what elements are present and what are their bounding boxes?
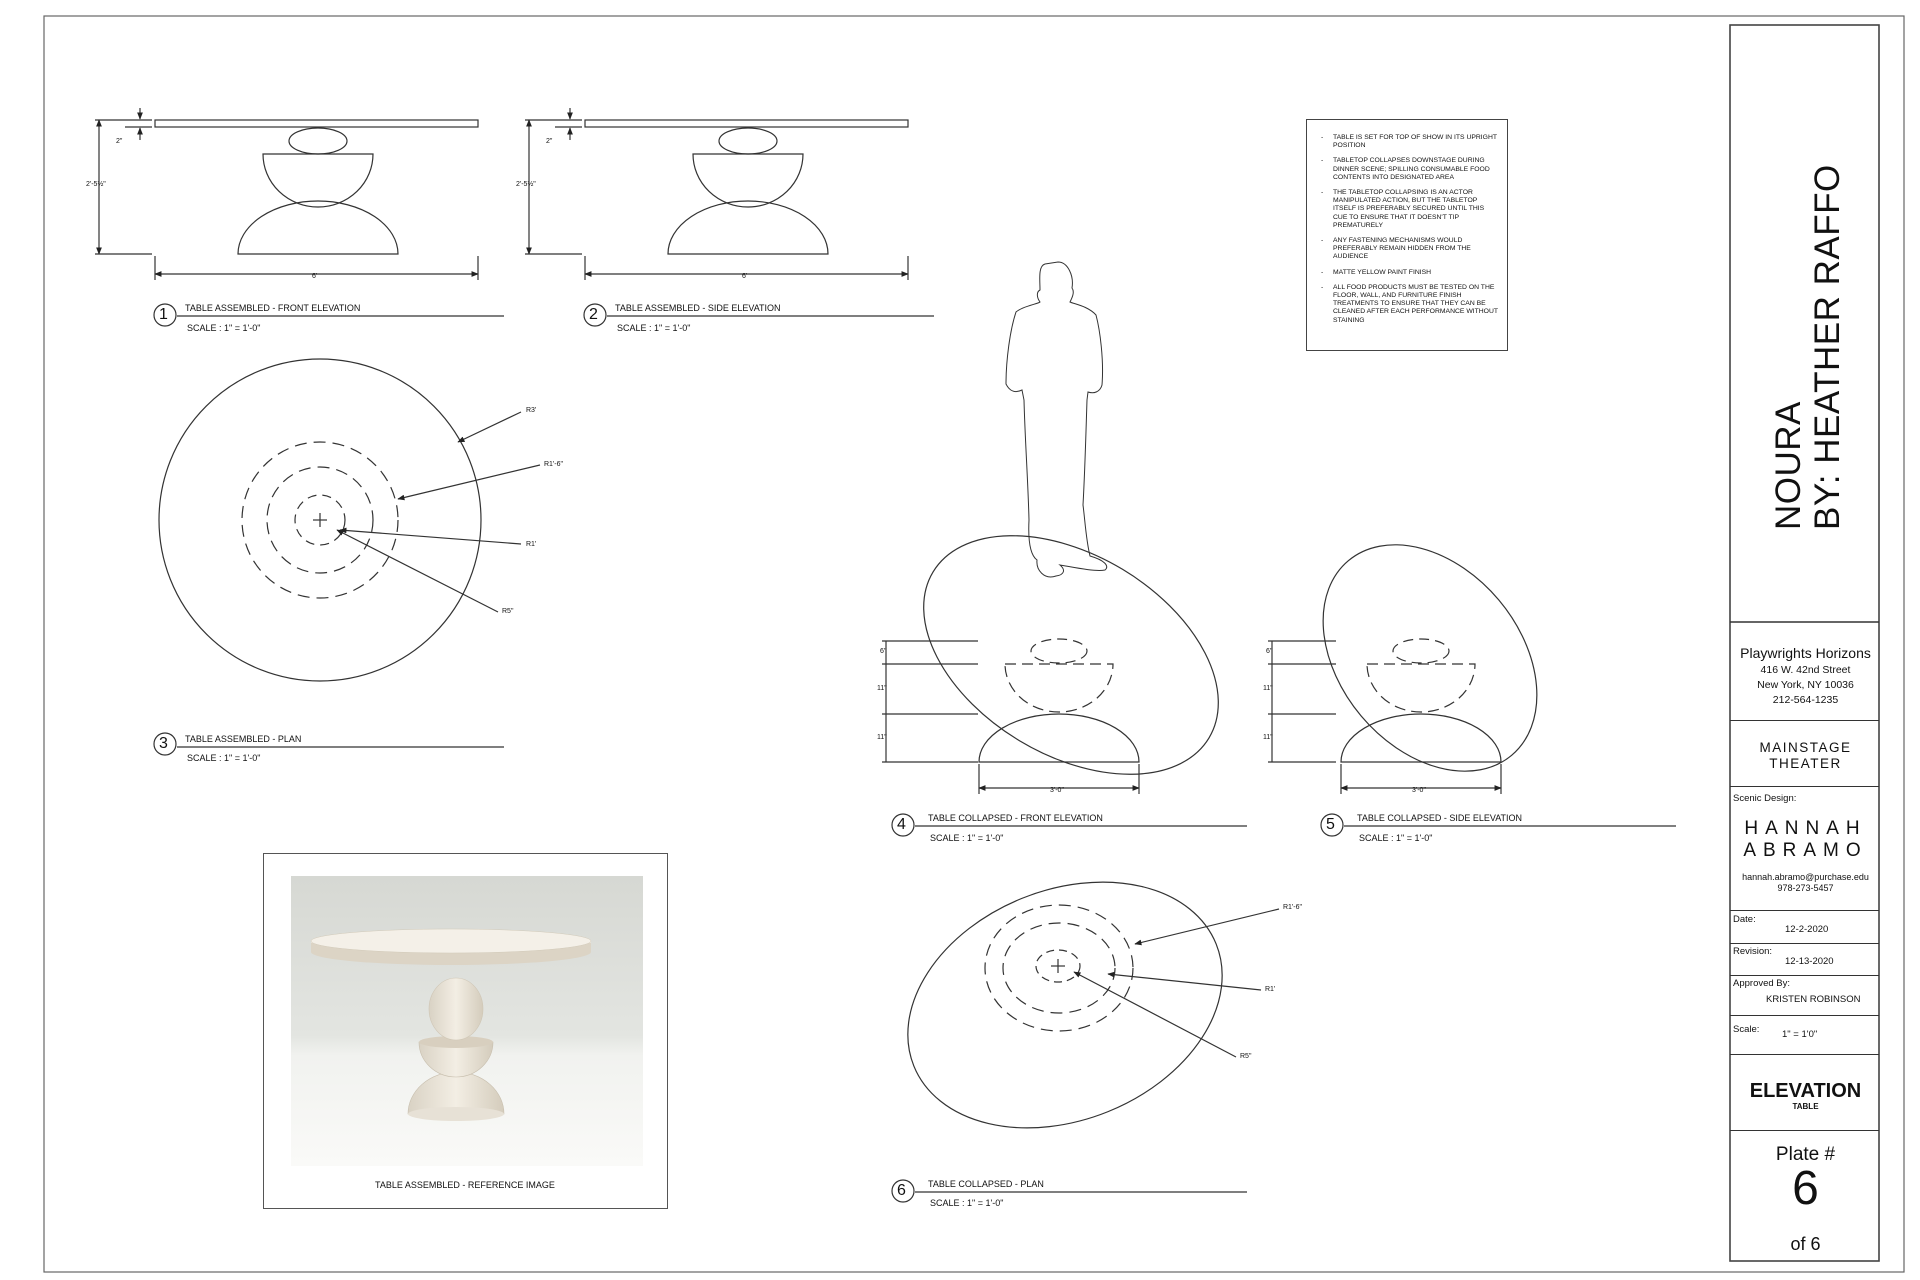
dim-label: 11" bbox=[1263, 685, 1273, 692]
company-phone: 212-564-1235 bbox=[1772, 694, 1839, 706]
dim-label: R1' bbox=[1265, 986, 1276, 993]
designer-last-name: ABRAMO bbox=[1743, 840, 1868, 861]
dim-label: R1'-6" bbox=[544, 461, 563, 468]
designer-first-name: HANNAH bbox=[1744, 818, 1867, 839]
drawing-number: 5 bbox=[1326, 816, 1335, 833]
theater-name-2: THEATER bbox=[1769, 756, 1842, 771]
note-item: - TABLE IS SET FOR TOP OF SHOW IN ITS UPRIGHT POSITION bbox=[1333, 134, 1499, 150]
approved-value: KRISTEN ROBINSON bbox=[1766, 994, 1861, 1005]
note-item: - THE TABLETOP COLLAPSING IS AN ACTOR MANIPULATED ACTION, BUT THE TABLETOP ITSELF IS PREFERABLY SECURED UNTIL THIS CUE TO ENSURE THAT IT DOESN'T TIP PREMATURELY bbox=[1333, 189, 1499, 230]
front-elevation-collapsed bbox=[881, 486, 1260, 823]
dim-label: 6' bbox=[742, 273, 748, 280]
company-name: Playwrights Horizons bbox=[1740, 645, 1871, 661]
notes-box bbox=[1306, 119, 1508, 351]
dim-label: R1' bbox=[526, 541, 537, 548]
drawing-scale: SCALE : 1" = 1'-0" bbox=[617, 323, 691, 333]
drawing-number: 1 bbox=[159, 306, 168, 323]
divider bbox=[1730, 1130, 1879, 1131]
dim-label: 2" bbox=[546, 138, 553, 145]
dim-label: R5" bbox=[1240, 1053, 1252, 1060]
note-item: - MATTE YELLOW PAINT FINISH bbox=[1333, 269, 1499, 277]
revision-value: 12-13-2020 bbox=[1785, 956, 1834, 967]
divider bbox=[1730, 1054, 1879, 1055]
show-title: NOURA bbox=[1769, 401, 1808, 530]
drawing-title: TABLE COLLAPSED - FRONT ELEVATION bbox=[928, 813, 1103, 823]
plate-label: Plate # bbox=[1775, 1144, 1836, 1165]
front-elevation-assembled bbox=[95, 108, 478, 280]
divider bbox=[1730, 720, 1879, 721]
drawing-title: TABLE COLLAPSED - PLAN bbox=[928, 1179, 1044, 1189]
designer-label: Scenic Design: bbox=[1733, 793, 1797, 804]
plan-assembled bbox=[159, 359, 540, 681]
date-value: 12-2-2020 bbox=[1785, 924, 1829, 935]
dim-label: 3'-0" bbox=[1050, 787, 1064, 794]
drawing-scale: SCALE : 1" = 1'-0" bbox=[187, 753, 261, 763]
divider bbox=[1730, 943, 1879, 944]
note-item: - ANY FASTENING MECHANISMS WOULD PREFERABLY REMAIN HIDDEN FROM THE AUDIENCE bbox=[1333, 237, 1499, 262]
theater-name-1: MAINSTAGE bbox=[1759, 740, 1852, 755]
show-author: BY: HEATHER RAFFO bbox=[1808, 164, 1847, 530]
date-label: Date: bbox=[1733, 914, 1756, 925]
divider bbox=[1730, 786, 1879, 787]
drawing-scale: SCALE : 1" = 1'-0" bbox=[1359, 833, 1433, 843]
designer-phone: 978-273-5457 bbox=[1777, 883, 1834, 893]
dim-label: 2" bbox=[116, 138, 123, 145]
drawing-title: TABLE ASSEMBLED - PLAN bbox=[185, 734, 302, 744]
company-address-1: 416 W. 42nd Street bbox=[1760, 664, 1851, 676]
company-address-2: New York, NY 10036 bbox=[1757, 679, 1854, 691]
drawing-number: 4 bbox=[897, 816, 906, 833]
note-item: - TABLETOP COLLAPSES DOWNSTAGE DURING DINNER SCENE; SPILLING CONSUMABLE FOOD CONTENTS INTO DESIGNATED AREA bbox=[1333, 157, 1499, 182]
scale-label: Scale: bbox=[1733, 1024, 1760, 1035]
drawing-scale: SCALE : 1" = 1'-0" bbox=[187, 323, 261, 333]
dim-label: 2'-5½" bbox=[516, 181, 536, 188]
dim-label: 6" bbox=[880, 648, 887, 655]
side-elevation-collapsed bbox=[1268, 503, 1581, 813]
show-title-block bbox=[1770, 30, 1848, 530]
dim-label: R5" bbox=[502, 608, 514, 615]
dim-label: 11" bbox=[877, 685, 887, 692]
divider bbox=[1730, 975, 1879, 976]
reference-image-frame bbox=[263, 853, 668, 1209]
drawing-title: TABLE COLLAPSED - SIDE ELEVATION bbox=[1357, 813, 1523, 823]
reference-caption: TABLE ASSEMBLED - REFERENCE IMAGE bbox=[375, 1180, 555, 1190]
dim-label: R3' bbox=[526, 407, 537, 414]
sheet-title: ELEVATION bbox=[1749, 1080, 1862, 1102]
dim-label: 6" bbox=[1266, 648, 1273, 655]
drawing-number: 2 bbox=[589, 306, 598, 323]
plate-total: of 6 bbox=[1790, 1234, 1821, 1254]
divider bbox=[1730, 1015, 1879, 1016]
sheet-subtitle: TABLE bbox=[1792, 1102, 1819, 1111]
drawing-scale: SCALE : 1" = 1'-0" bbox=[930, 1198, 1004, 1208]
designer-email: hannah.abramo@purchase.edu bbox=[1742, 872, 1869, 882]
scale-value: 1" = 1'0" bbox=[1782, 1029, 1818, 1040]
drawing-title: TABLE ASSEMBLED - FRONT ELEVATION bbox=[185, 303, 361, 313]
dim-label: 3'-0" bbox=[1412, 787, 1426, 794]
approved-label: Approved By: bbox=[1733, 978, 1791, 989]
dim-label: 6' bbox=[312, 273, 318, 280]
dim-label: 11" bbox=[1263, 734, 1273, 741]
revision-label: Revision: bbox=[1733, 946, 1773, 957]
note-item: - ALL FOOD PRODUCTS MUST BE TESTED ON THE FLOOR, WALL, AND FURNITURE FINISH TREATMENTS TO ENSURE THAT THEY CAN BE CLEANED AFTER EACH PERFORMANCE WITHOUT STAINING bbox=[1333, 284, 1499, 325]
drawing-number: 6 bbox=[897, 1182, 906, 1199]
drawing-number: 3 bbox=[159, 735, 168, 752]
plate-number: 6 bbox=[1792, 1162, 1819, 1215]
dim-label: 11" bbox=[877, 734, 887, 741]
side-elevation-assembled bbox=[525, 108, 908, 280]
drawing-scale: SCALE : 1" = 1'-0" bbox=[930, 833, 1004, 843]
reference-photo bbox=[291, 876, 643, 1166]
human-figure bbox=[1006, 262, 1107, 577]
plan-collapsed bbox=[871, 837, 1279, 1172]
dim-label: R1'-6" bbox=[1283, 904, 1302, 911]
dim-label: 2'-5½" bbox=[86, 181, 106, 188]
drawing-title: TABLE ASSEMBLED - SIDE ELEVATION bbox=[615, 303, 781, 313]
divider bbox=[1730, 910, 1879, 911]
